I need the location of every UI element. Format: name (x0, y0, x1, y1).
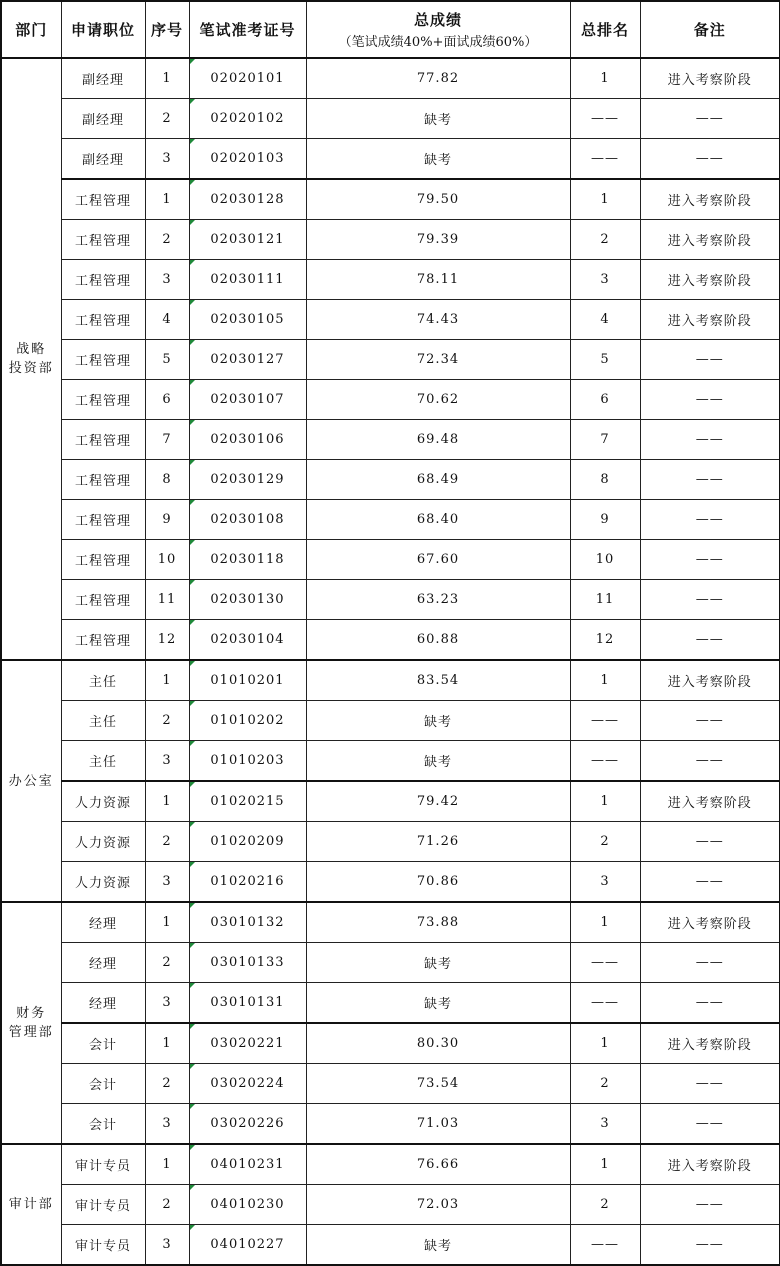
remark-cell: —— (640, 460, 780, 500)
seq-cell: 3 (145, 1225, 189, 1266)
position-cell: 经理 (61, 943, 145, 983)
total-score-cell: 79.42 (306, 781, 570, 822)
rank-cell: 1 (570, 58, 640, 99)
table-row (1, 620, 780, 661)
seq-cell: 2 (145, 822, 189, 862)
exam-no-cell: 03010133 (189, 943, 306, 983)
exam-no-cell: 03020226 (189, 1104, 306, 1145)
rank-cell: 1 (570, 660, 640, 701)
rank-cell: 9 (570, 500, 640, 540)
header-total-title: 总成绩 (413, 11, 462, 29)
remark-cell: —— (640, 741, 780, 782)
position-cell: 工程管理 (61, 179, 145, 220)
table-row (1, 741, 780, 782)
rank-cell: 8 (570, 460, 640, 500)
exam-no-cell: 04010230 (189, 1185, 306, 1225)
table-row (1, 99, 780, 139)
department-cell: 审计部 (1, 1144, 61, 1265)
total-score-cell: 67.60 (306, 540, 570, 580)
table-row (1, 822, 780, 862)
remark-cell: —— (640, 139, 780, 180)
rank-cell: 2 (570, 220, 640, 260)
seq-cell: 6 (145, 380, 189, 420)
table-row (1, 701, 780, 741)
remark-cell: 进入考察阶段 (640, 1144, 780, 1185)
table-row (1, 500, 780, 540)
header-position: 申请职位 (61, 1, 145, 58)
exam-no-cell: 01020215 (189, 781, 306, 822)
exam-no-cell: 02030128 (189, 179, 306, 220)
total-score-cell: 79.50 (306, 179, 570, 220)
seq-cell: 11 (145, 580, 189, 620)
total-score-cell: 71.26 (306, 822, 570, 862)
remark-cell: 进入考察阶段 (640, 781, 780, 822)
total-score-cell: 77.82 (306, 58, 570, 99)
position-cell: 主任 (61, 741, 145, 782)
table-row (1, 139, 780, 180)
department-cell: 财务 管理部 (1, 902, 61, 1144)
remark-cell: —— (640, 540, 780, 580)
department-cell: 办公室 (1, 660, 61, 902)
total-score-cell: 缺考 (306, 983, 570, 1024)
exam-no-cell: 02030104 (189, 620, 306, 661)
rank-cell: —— (570, 741, 640, 782)
exam-no-cell: 02030121 (189, 220, 306, 260)
position-cell: 工程管理 (61, 220, 145, 260)
exam-no-cell: 01010201 (189, 660, 306, 701)
rank-cell: 3 (570, 260, 640, 300)
position-cell: 副经理 (61, 99, 145, 139)
total-score-cell: 72.03 (306, 1185, 570, 1225)
table-row (1, 943, 780, 983)
position-cell: 主任 (61, 701, 145, 741)
rank-cell: 7 (570, 420, 640, 460)
total-score-cell: 70.86 (306, 862, 570, 903)
total-score-cell: 68.49 (306, 460, 570, 500)
seq-cell: 3 (145, 862, 189, 903)
remark-cell: —— (640, 1064, 780, 1104)
remark-cell: —— (640, 500, 780, 540)
seq-cell: 2 (145, 701, 189, 741)
position-cell: 人力资源 (61, 781, 145, 822)
position-cell: 副经理 (61, 139, 145, 180)
rank-cell: —— (570, 139, 640, 180)
seq-cell: 1 (145, 902, 189, 943)
total-score-cell: 缺考 (306, 701, 570, 741)
rank-cell: —— (570, 99, 640, 139)
header-total-formula: （笔试成绩40%+面试成绩60%） (338, 35, 538, 50)
table-row (1, 1104, 780, 1145)
position-cell: 工程管理 (61, 580, 145, 620)
total-score-cell: 63.23 (306, 580, 570, 620)
seq-cell: 3 (145, 983, 189, 1024)
seq-cell: 1 (145, 1023, 189, 1064)
exam-no-cell: 02030118 (189, 540, 306, 580)
position-cell: 审计专员 (61, 1185, 145, 1225)
rank-cell: 2 (570, 1185, 640, 1225)
seq-cell: 1 (145, 58, 189, 99)
position-cell: 经理 (61, 902, 145, 943)
table-row (1, 1144, 780, 1185)
seq-cell: 9 (145, 500, 189, 540)
remark-cell: 进入考察阶段 (640, 1023, 780, 1064)
table-row (1, 460, 780, 500)
rank-cell: 10 (570, 540, 640, 580)
rank-cell: 4 (570, 300, 640, 340)
table-row (1, 380, 780, 420)
total-score-cell: 71.03 (306, 1104, 570, 1145)
table-row (1, 660, 780, 701)
seq-cell: 2 (145, 1064, 189, 1104)
exam-no-cell: 02030106 (189, 420, 306, 460)
total-score-cell: 缺考 (306, 1225, 570, 1266)
table-row (1, 300, 780, 340)
table-row (1, 58, 780, 99)
table-row (1, 1185, 780, 1225)
total-score-cell: 76.66 (306, 1144, 570, 1185)
remark-cell: —— (640, 1225, 780, 1266)
position-cell: 工程管理 (61, 340, 145, 380)
seq-cell: 3 (145, 139, 189, 180)
seq-cell: 1 (145, 781, 189, 822)
total-score-cell: 73.88 (306, 902, 570, 943)
total-score-cell: 72.34 (306, 340, 570, 380)
seq-cell: 2 (145, 220, 189, 260)
rank-cell: 2 (570, 822, 640, 862)
exam-no-cell: 02020102 (189, 99, 306, 139)
exam-no-cell: 02030105 (189, 300, 306, 340)
seq-cell: 3 (145, 741, 189, 782)
remark-cell: 进入考察阶段 (640, 179, 780, 220)
position-cell: 主任 (61, 660, 145, 701)
position-cell: 会计 (61, 1064, 145, 1104)
seq-cell: 10 (145, 540, 189, 580)
position-cell: 人力资源 (61, 822, 145, 862)
table-row (1, 983, 780, 1024)
exam-no-cell: 02030127 (189, 340, 306, 380)
total-score-cell: 60.88 (306, 620, 570, 661)
header-total (306, 1, 570, 58)
exam-no-cell: 02030108 (189, 500, 306, 540)
table-row (1, 340, 780, 380)
total-score-cell: 68.40 (306, 500, 570, 540)
exam-no-cell: 01020209 (189, 822, 306, 862)
remark-cell: —— (640, 862, 780, 903)
rank-cell: —— (570, 701, 640, 741)
table-row (1, 540, 780, 580)
table-row (1, 260, 780, 300)
total-score-cell: 70.62 (306, 380, 570, 420)
position-cell: 工程管理 (61, 620, 145, 661)
seq-cell: 1 (145, 1144, 189, 1185)
remark-cell: —— (640, 1185, 780, 1225)
rank-cell: 1 (570, 781, 640, 822)
position-cell: 工程管理 (61, 420, 145, 460)
exam-no-cell: 03020221 (189, 1023, 306, 1064)
position-cell: 审计专员 (61, 1225, 145, 1266)
rank-cell: 11 (570, 580, 640, 620)
seq-cell: 3 (145, 1104, 189, 1145)
seq-cell: 2 (145, 99, 189, 139)
exam-no-cell: 01010203 (189, 741, 306, 782)
total-score-cell: 缺考 (306, 741, 570, 782)
exam-no-cell: 01020216 (189, 862, 306, 903)
exam-no-cell: 02030107 (189, 380, 306, 420)
remark-cell: 进入考察阶段 (640, 660, 780, 701)
total-score-cell: 83.54 (306, 660, 570, 701)
rank-cell: 1 (570, 1144, 640, 1185)
header-seq: 序号 (145, 1, 189, 58)
position-cell: 会计 (61, 1104, 145, 1145)
table-row (1, 781, 780, 822)
seq-cell: 3 (145, 260, 189, 300)
remark-cell: —— (640, 580, 780, 620)
header-remark: 备注 (640, 1, 780, 58)
remark-cell: —— (640, 943, 780, 983)
remark-cell: 进入考察阶段 (640, 260, 780, 300)
position-cell: 审计专员 (61, 1144, 145, 1185)
exam-no-cell: 02030129 (189, 460, 306, 500)
rank-cell: —— (570, 943, 640, 983)
exam-no-cell: 02030130 (189, 580, 306, 620)
rank-cell: 3 (570, 862, 640, 903)
position-cell: 经理 (61, 983, 145, 1024)
total-score-cell: 80.30 (306, 1023, 570, 1064)
exam-no-cell: 04010227 (189, 1225, 306, 1266)
seq-cell: 2 (145, 1185, 189, 1225)
remark-cell: —— (640, 340, 780, 380)
total-score-cell: 74.43 (306, 300, 570, 340)
exam-no-cell: 01010202 (189, 701, 306, 741)
exam-no-cell: 02020103 (189, 139, 306, 180)
seq-cell: 5 (145, 340, 189, 380)
exam-no-cell: 03010132 (189, 902, 306, 943)
seq-cell: 7 (145, 420, 189, 460)
table-row (1, 179, 780, 220)
rank-cell: 1 (570, 902, 640, 943)
table-row (1, 220, 780, 260)
remark-cell: —— (640, 99, 780, 139)
rank-cell: —— (570, 983, 640, 1024)
remark-cell: 进入考察阶段 (640, 220, 780, 260)
position-cell: 会计 (61, 1023, 145, 1064)
position-cell: 工程管理 (61, 380, 145, 420)
total-score-cell: 79.39 (306, 220, 570, 260)
exam-no-cell: 02020101 (189, 58, 306, 99)
position-cell: 工程管理 (61, 460, 145, 500)
total-score-cell: 缺考 (306, 943, 570, 983)
total-score-cell: 缺考 (306, 139, 570, 180)
rank-cell: 1 (570, 179, 640, 220)
exam-no-cell: 04010231 (189, 1144, 306, 1185)
table-row (1, 902, 780, 943)
remark-cell: 进入考察阶段 (640, 902, 780, 943)
remark-cell: —— (640, 983, 780, 1024)
exam-no-cell: 03020224 (189, 1064, 306, 1104)
position-cell: 人力资源 (61, 862, 145, 903)
remark-cell: —— (640, 420, 780, 460)
remark-cell: —— (640, 380, 780, 420)
exam-no-cell: 03010131 (189, 983, 306, 1024)
table-row (1, 1023, 780, 1064)
remark-cell: —— (640, 1104, 780, 1145)
header-exam-no: 笔试准考证号 (189, 1, 306, 58)
seq-cell: 1 (145, 660, 189, 701)
department-cell: 战略 投资部 (1, 58, 61, 660)
rank-cell: 1 (570, 1023, 640, 1064)
rank-cell: 6 (570, 380, 640, 420)
seq-cell: 1 (145, 179, 189, 220)
rank-cell: —— (570, 1225, 640, 1266)
table-row (1, 1225, 780, 1266)
seq-cell: 2 (145, 943, 189, 983)
total-score-cell: 73.54 (306, 1064, 570, 1104)
remark-cell: 进入考察阶段 (640, 300, 780, 340)
table-body (1, 58, 780, 1265)
header-rank: 总排名 (570, 1, 640, 58)
remark-cell: —— (640, 701, 780, 741)
rank-cell: 12 (570, 620, 640, 661)
table-row (1, 1064, 780, 1104)
position-cell: 工程管理 (61, 260, 145, 300)
rank-cell: 3 (570, 1104, 640, 1145)
position-cell: 副经理 (61, 58, 145, 99)
total-score-cell: 缺考 (306, 99, 570, 139)
position-cell: 工程管理 (61, 540, 145, 580)
table-row (1, 580, 780, 620)
remark-cell: 进入考察阶段 (640, 58, 780, 99)
total-score-cell: 69.48 (306, 420, 570, 460)
total-score-cell: 78.11 (306, 260, 570, 300)
rank-cell: 2 (570, 1064, 640, 1104)
seq-cell: 8 (145, 460, 189, 500)
rank-cell: 5 (570, 340, 640, 380)
remark-cell: —— (640, 620, 780, 661)
seq-cell: 4 (145, 300, 189, 340)
position-cell: 工程管理 (61, 300, 145, 340)
header-row (1, 1, 780, 58)
remark-cell: —— (640, 822, 780, 862)
header-dept: 部门 (1, 1, 61, 58)
table-row (1, 420, 780, 460)
table-row (1, 862, 780, 903)
seq-cell: 12 (145, 620, 189, 661)
position-cell: 工程管理 (61, 500, 145, 540)
exam-no-cell: 02030111 (189, 260, 306, 300)
